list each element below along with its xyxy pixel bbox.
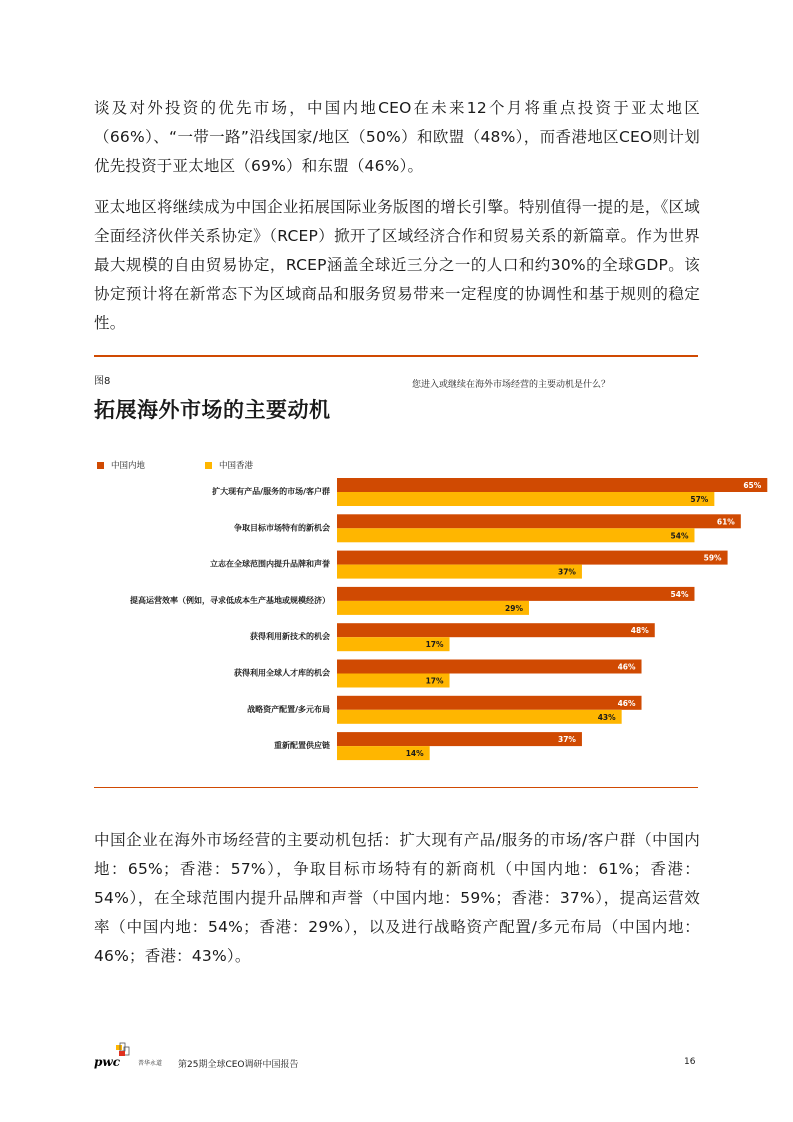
apac-paragraph: 亚太地区将继续成为中国企业拓展国际业务版图的增长引擎。特别值得一提的是，《区域全面经济伙伴关系协定》（RCEP）掀开了区域经济合作和贸易关系的新篇章。作为世界最大规模的自由贸易协定，RCEP涵盖全球近三分之一的人口和约30%的全球GDP。该协定预计将在新常态下为区域商品和服务贸易带来一定程度的协调性和基于规则的稳定性。 <box>94 198 700 332</box>
bar-mainland <box>337 551 728 565</box>
bar-mainland <box>337 478 767 492</box>
bar-mainland <box>337 660 642 674</box>
data-label-mainland: 37% <box>557 735 576 745</box>
bar-mainland <box>337 732 582 746</box>
data-label-hongkong: 43% <box>597 712 616 722</box>
bar-hongkong <box>337 528 694 542</box>
footer-report-title: 第25期全球CEO调研中国报告 <box>178 1060 299 1070</box>
bar-hongkong <box>337 710 622 724</box>
data-label-hongkong: 17% <box>425 640 444 650</box>
data-label-mainland: 48% <box>630 626 649 636</box>
bar-mainland <box>337 587 694 601</box>
legend-label-hongkong: 中国香港 <box>219 461 254 471</box>
legend-label-mainland: 中国内地 <box>111 461 146 471</box>
data-label-hongkong: 57% <box>690 495 709 504</box>
intro-paragraph: 谈及对外投资的优先市场，中国内地CEO在未来12个月将重点投资于亚太地区（66%）、“一带一路”沿线国家/地区（50%）和欧盟（48%），而香港地区CEO则计划优先投资于亚太地区（69%）和东盟（46%）。 <box>94 99 700 175</box>
category-label: 获得利用全球人才库的机会 <box>234 668 330 678</box>
category-label: 获得利用新技术的机会 <box>250 632 330 642</box>
data-label-mainland: 46% <box>617 662 636 672</box>
category-label: 重新配置供应链 <box>274 741 330 751</box>
data-label-hongkong: 29% <box>505 603 523 613</box>
motivation-bar-chart <box>94 470 762 770</box>
bar-mainland <box>337 623 655 637</box>
legend-swatch-hongkong <box>205 462 212 469</box>
pwc-logo <box>94 1042 134 1070</box>
figure-label: 图8 <box>94 376 111 387</box>
figure-bottom-rule <box>94 787 698 788</box>
page-number: 16 <box>684 1057 696 1067</box>
footer-tagline: 普华永道 <box>138 1060 163 1067</box>
bar-mainland <box>337 696 642 710</box>
category-label: 战略资产配置/多元布局 <box>247 704 330 714</box>
data-label-mainland: 65% <box>743 481 762 490</box>
bar-mainland <box>337 514 741 528</box>
data-label-hongkong: 54% <box>670 531 689 541</box>
legend-swatch-mainland <box>97 462 104 469</box>
figure-question: 您进入或继续在海外市场经营的主要动机是什么？ <box>412 380 611 390</box>
bar-hongkong <box>337 565 582 579</box>
data-label-mainland: 54% <box>670 589 689 599</box>
figure-top-rule <box>94 355 698 357</box>
data-label-mainland: 59% <box>703 553 722 563</box>
pwc-logo-text: pwc <box>94 1055 121 1069</box>
category-label: 提高运营效率（例如，寻求低成本生产基地或规模经济） <box>130 595 330 605</box>
category-label: 争取目标市场特有的新机会 <box>234 523 330 533</box>
data-label-hongkong: 14% <box>405 749 424 759</box>
data-label-mainland: 46% <box>617 698 636 708</box>
category-label: 立志在全球范围内提升品牌和声誉 <box>210 559 330 569</box>
bar-hongkong <box>337 601 529 615</box>
summary-paragraph: 中国企业在海外市场经营的主要动机包括：扩大现有产品/服务的市场/客户群（中国内地：65%；香港：57%），争取目标市场特有的新商机（中国内地：61%；香港：54%），在全球范围内提升品牌和声誉（中国内地：59%；香港：37%），提高运营效率（中国内地：54%；香港：29%），以及进行战略资产配置/多元布局（中国内地：46%；香港：43%）。 <box>94 831 700 965</box>
bar-hongkong <box>337 492 714 506</box>
data-label-hongkong: 17% <box>425 676 444 686</box>
data-label-hongkong: 37% <box>557 567 576 577</box>
data-label-mainland: 61% <box>716 517 735 527</box>
figure-title: 拓展海外市场的主要动机 <box>94 398 331 422</box>
category-label: 扩大现有产品/服务的市场/客户群 <box>212 487 330 496</box>
